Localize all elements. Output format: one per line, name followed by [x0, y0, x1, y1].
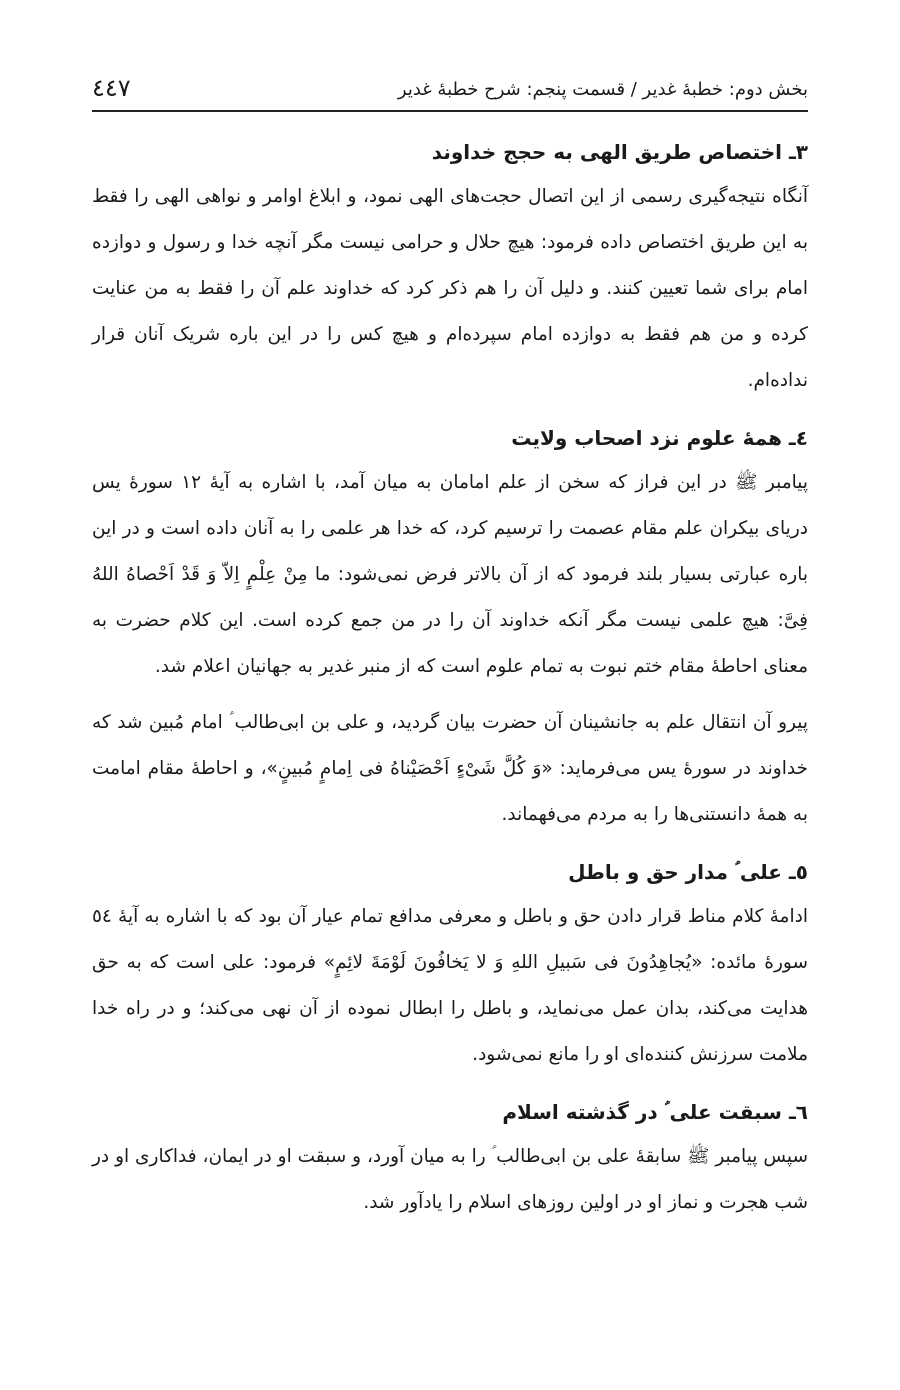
section-3	[92, 134, 808, 404]
section-4	[92, 420, 808, 838]
section-heading: ٣ـ اختصاص طریق الهی به حجج خداوند	[431, 140, 808, 164]
paragraph: سپس پیامبر ﷺ سابقهٔ علی بن ابی‌طالب ؑ را به میان آورد، و سبقت او در ایمان، فداکاری او در شب هجرت و نماز او در اولین روزهای اسلام را یادآور شد.	[92, 1146, 808, 1213]
paragraph: ادامهٔ کلام مناط قرار دادن حق و باطل و معرفی مدافع تمام عیار آن بود که با اشاره به آیهٔ ٥٤ سورهٔ مائده: «یُجاهِدُونَ فی سَبیلِ اللهِ وَ لا یَخافُونَ لَوْمَةَ لائِمٍ» فرمود: علی است که به حق هدایت می‌کند، بدان عمل می‌نماید، و باطل را ابطال نموده از آن نهی می‌کند؛ و در راه خدا ملامت سرزنش کننده‌ای او را مانع نمی‌شود.	[92, 906, 808, 1065]
section-heading: ٥ـ علی ؑ مدار حق و باطل	[568, 860, 808, 884]
book-page	[92, 64, 808, 1242]
section-5	[92, 854, 808, 1078]
paragraph: آنگاه نتیجه‌گیری رسمی از این اتصال حجت‌های الهی نمود، و ابلاغ اوامر و نواهی الهی را فقط به این طریق اختصاص داده فرمود: هیچ حلال و حرامی نیست مگر آنچه خدا و رسول و دوازده امام برای شما تعیین کنند. و دلیل آن را هم ذکر کرد که خداوند علم آن را فقط به من عنایت کرده و من هم فقط به دوازده امام سپرده‌ام و هیچ کس را در این باره شریک آنان قرار نداده‌ام.	[92, 186, 808, 391]
paragraph: پیرو آن انتقال علم به جانشینان آن حضرت بیان گردید، و علی بن ابی‌طالب ؑ امام مُبین شد که خداوند در سورهٔ یس می‌فرماید: «وَ کُلَّ شَیْءٍ اَحْصَیْناهُ فی اِمامٍ مُبینٍ»، و احاطهٔ مقام امامت به همهٔ دانستنی‌ها را به مردم می‌فهماند.	[92, 712, 808, 825]
page-body	[92, 134, 808, 1226]
page-number: ٤٤٧	[92, 74, 131, 102]
section-6	[92, 1094, 808, 1226]
paragraph: پیامبر ﷺ در این فراز که سخن از علم امامان به میان آمد، با اشاره به آیهٔ ١٢ سورهٔ یس دریای بیکران علم مقام عصمت را ترسیم کرد، که خدا هر علمی را به آنان داده است و در این باره عبارتی بسیار بلند فرمود که از آن بالاتر فرض نمی‌شود: ما مِنْ عِلْمٍ اِلاّ وَ قَدْ اَحْصاهُ اللهُ فِیَّ: هیچ علمی نیست مگر آنکه خداوند آن را در من جمع کرده است. این کلام حضرت به معنای احاطهٔ مقام ختم نبوت به تمام علوم است که از منبر غدیر به جهانیان اعلام شد.	[92, 472, 808, 677]
section-heading: ٦ـ سبقت علی ؑ در گذشته اسلام	[502, 1100, 808, 1124]
section-heading: ٤ـ همهٔ علوم نزد اصحاب ولایت	[511, 426, 808, 450]
running-title: بخش دوم: خطبهٔ غدیر / قسمت پنجم: شرح خطبهٔ غدیر	[397, 79, 808, 100]
running-header	[92, 64, 808, 112]
